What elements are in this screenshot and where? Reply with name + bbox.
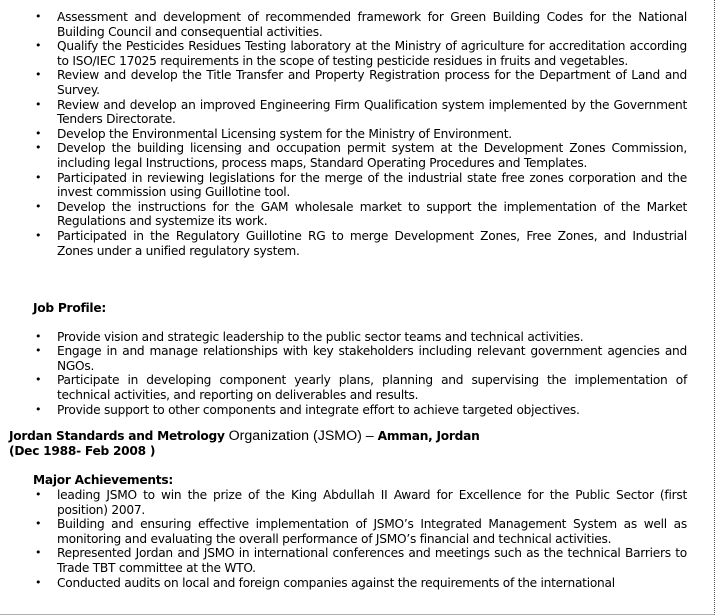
organization-title — [9, 429, 687, 444]
bullet-icon: • — [35, 373, 42, 387]
list-item-text: Provide support to other components and integrate effort to achieve targeted objectives. — [57, 402, 580, 417]
bullet-icon: • — [35, 402, 42, 416]
list-item-text: leading JSMO to win the prize of the King Abdullah II Award for Excellence for the Public Sector (first position) 2007. — [57, 488, 687, 517]
list-item-text: Review and develop the Title Transfer and Property Registration process for the Department of Land and Survey. — [57, 68, 687, 97]
list-item — [35, 170, 687, 200]
job-profile-heading: Job Profile: — [33, 301, 106, 316]
list-item-text: Qualify the Pesticides Residues Testing laboratory at the Ministry of agriculture for accreditation according to ISO/IEC 17025 requirements in the scope of testing pesticide residues in fruits and vegetables. — [57, 39, 687, 68]
organization-name-part2: Organization (JSMO) – — [224, 428, 378, 445]
bullet-icon: • — [35, 344, 42, 358]
list-item-text: Participate in developing component yearly plans, planning and supervising the implementation of technical activities, and reporting on deliverables and results. — [57, 373, 687, 403]
bullet-icon: • — [35, 68, 42, 82]
bullet-icon: • — [35, 575, 42, 589]
bullet-icon: • — [35, 546, 42, 560]
list-item — [35, 329, 687, 345]
list-item — [35, 199, 687, 229]
organization-header — [9, 429, 687, 458]
list-item-text: Develop the building licensing and occupation permit system at the Development Zones Commission, including legal Instructions, process maps, Standard Operating Procedures and Templates. — [57, 141, 687, 170]
list-item-text: Develop the Environmental Licensing system for the Ministry of Environment. — [57, 126, 512, 141]
list-item-text: Engage in and manage relationships with key stakeholders including relevant government agencies and NGOs. — [57, 344, 687, 373]
list-item — [35, 488, 687, 517]
organization-period: (Dec 1988- Feb 2008 ) — [9, 443, 156, 458]
bullet-icon: • — [35, 517, 42, 531]
bullet-icon: • — [35, 199, 42, 213]
list-item — [35, 97, 687, 127]
list-item — [35, 546, 687, 575]
list-item — [35, 517, 687, 546]
bullet-icon: • — [35, 488, 42, 502]
organization-location: Amman, Jordan — [377, 429, 480, 444]
list-item — [35, 141, 687, 170]
major-achievements-list — [9, 488, 687, 590]
list-item — [35, 373, 687, 403]
job-profile-list — [9, 330, 687, 418]
top-achievements-list — [9, 10, 687, 258]
document-content — [9, 10, 687, 590]
bullet-icon: • — [35, 170, 42, 184]
bullet-icon: • — [35, 10, 42, 23]
bullet-icon: • — [35, 228, 42, 242]
major-achievements-heading: Major Achievements: — [33, 473, 173, 488]
list-item-text: Provide vision and strategic leadership to the public sector teams and technical activities. — [57, 329, 584, 344]
list-item-text: Conducted audits on local and foreign companies against the requirements of the international — [57, 575, 615, 590]
bullet-icon: • — [35, 126, 42, 140]
list-item-text: Represented Jordan and JSMO in international conferences and meetings such as the technical Barriers to Trade TBT committee at the WTO. — [57, 546, 687, 575]
list-item — [35, 228, 687, 258]
bullet-icon: • — [35, 141, 42, 155]
list-item — [35, 344, 687, 373]
list-item — [35, 575, 687, 591]
list-item — [35, 68, 687, 97]
list-item-text: Participated in reviewing legislations for the merge of the industrial state free zones corporation and the invest commission using Guillotine tool. — [57, 170, 687, 200]
list-item-text: Assessment and development of recommended framework for Green Building Codes for the National Building Council and consequential activities. — [57, 10, 687, 39]
list-item-text: Participated in the Regulatory Guillotine RG to merge Development Zones, Free Zones, and Industrial Zones under a unified regulatory system. — [57, 228, 687, 258]
list-item-text: Building and ensuring effective implementation of JSMO’s Integrated Management System as well as monitoring and evaluating the overall performance of JSMO’s financial and technical activities. — [57, 517, 687, 546]
bullet-icon: • — [35, 39, 42, 53]
list-item — [35, 39, 687, 68]
list-item-text: Review and develop an improved Engineering Firm Qualification system implemented by the Government Tenders Directorate. — [57, 97, 687, 127]
bullet-icon: • — [35, 329, 42, 343]
list-item-text: Develop the instructions for the GAM wholesale market to support the implementation of the Market Regulations and systemize its work. — [57, 199, 687, 229]
organization-name-part1: Jordan Standards and Metrology — [9, 429, 225, 444]
list-item — [35, 126, 687, 142]
bullet-icon: • — [35, 97, 42, 111]
list-item — [35, 402, 687, 418]
list-item — [35, 10, 687, 39]
